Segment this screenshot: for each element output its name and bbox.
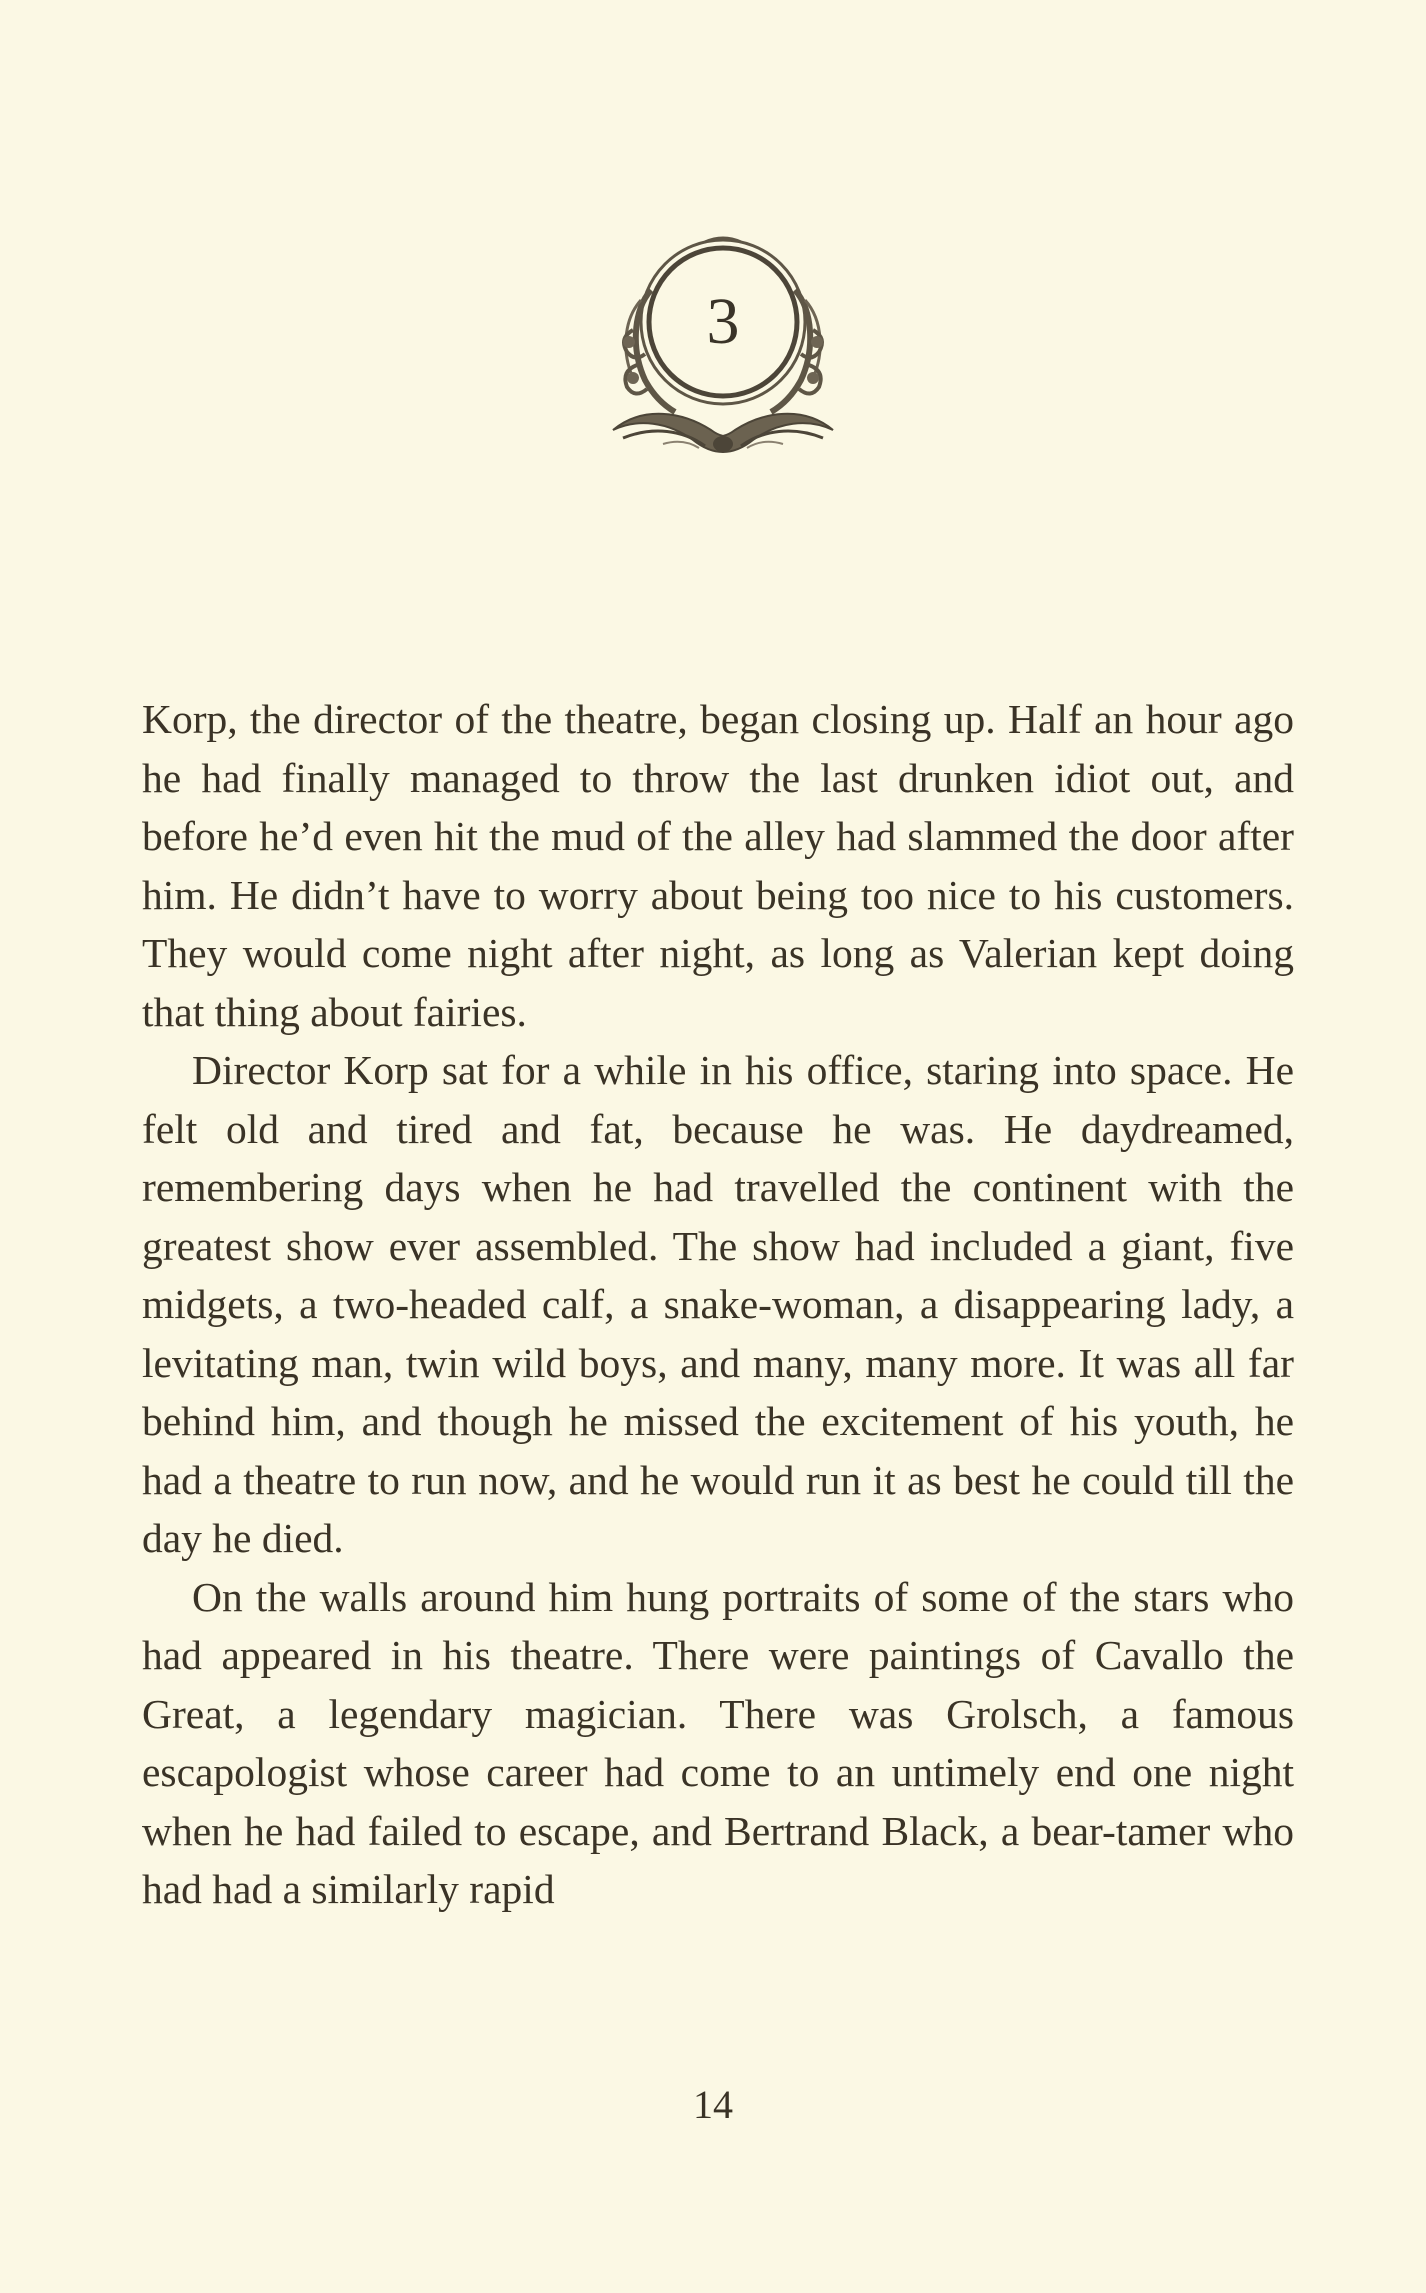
- page-number: 14: [693, 2082, 733, 2127]
- body-text: [142, 690, 1294, 1919]
- chapter-emblem: [593, 230, 853, 470]
- paragraph: On the walls around him hung portraits of some of the stars who had appeared in his theatre. There were paintings of Cavallo the Great, a legendary magician. There was Grolsch, a famous escapologist whose career had come to an untimely end one night when he had failed to escape, and Bertrand Black, a bear-tamer who had had a similarly rapid: [142, 1573, 1294, 1912]
- chapter-number: 3: [706, 285, 740, 358]
- paragraph: Korp, the director of the theatre, began closing up. Half an hour ago he had finally managed to throw the last drunken idiot out, and before he’d even hit the mud of the alley had slammed the door after him. He didn’t have to worry about being too nice to his customers. They would come night after night, as long as Valerian kept doing that thing about fairies.: [142, 696, 1294, 1035]
- paragraph: Director Korp sat for a while in his office, staring into space. He felt old and tired and fat, because he was. He daydreamed, remembering days when he had travelled the continent with the greatest show ever assembled. The show had included a giant, five midgets, a two-headed calf, a snake-woman, a disappearing lady, a levitating man, twin wild boys, and many, many more. It was all far behind him, and though he missed the excitement of his youth, he had a theatre to run now, and he would run it as best he could till the day he died.: [142, 1047, 1294, 1561]
